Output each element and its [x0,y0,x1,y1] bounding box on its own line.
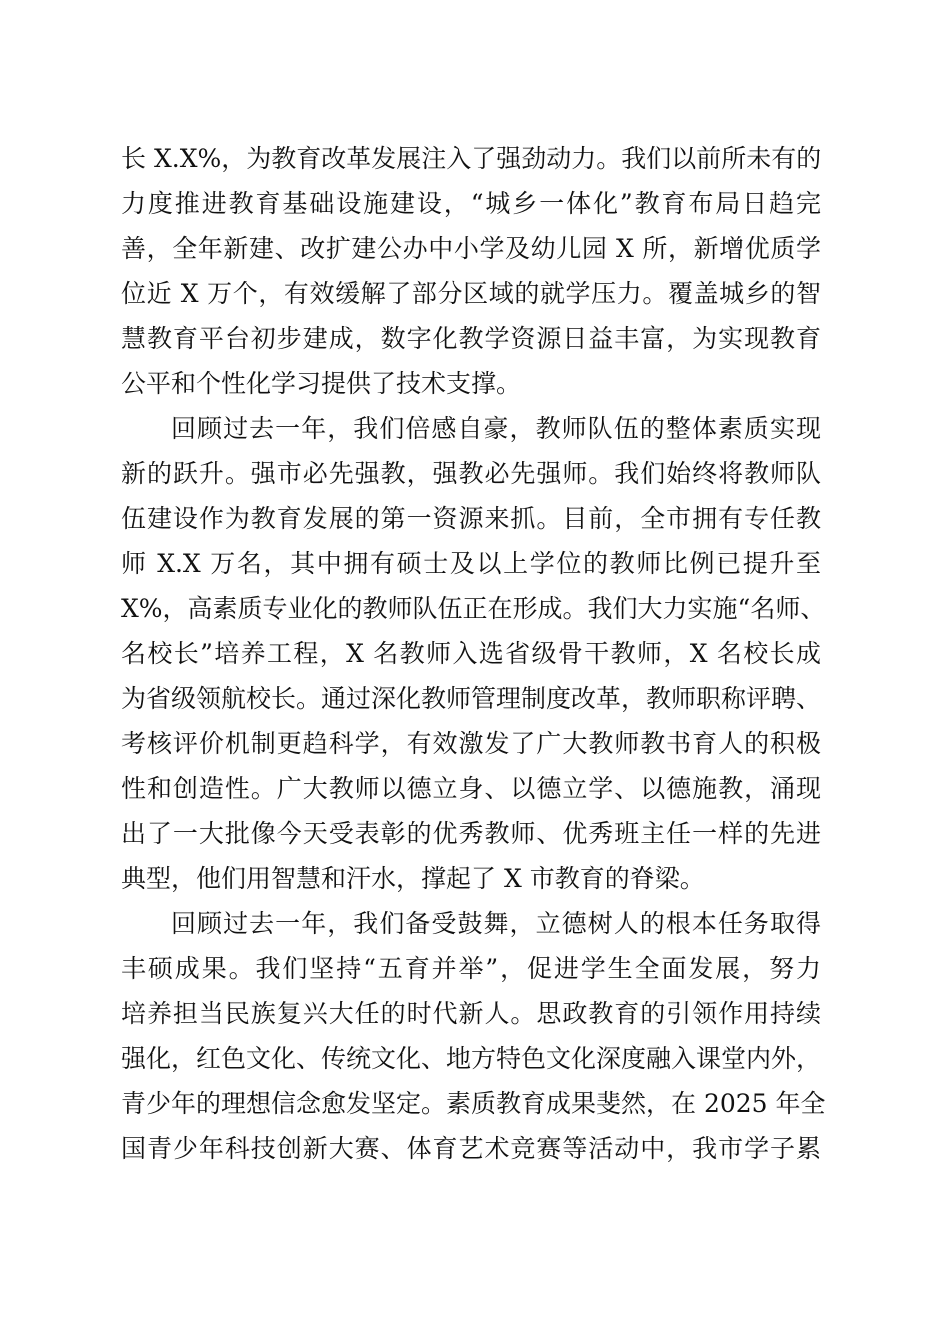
text-line: 力度推进教育基础设施建设，“城乡一体化”教育布局日趋完 [121,189,821,218]
text-line: 为省级领航校长。通过深化教师管理制度改革，教师职称评聘、 [121,684,822,713]
text-line: 伍建设作为教育发展的第一资源来抓。目前，全市拥有专任教 [121,504,821,533]
text-line: 名校长”培养工程，X 名教师入选省级骨干教师，X 名校长成 [121,639,821,668]
text-line: 新的跃升。强市必先强教，强教必先强师。我们始终将教师队 [121,459,821,488]
text-line: 强化，红色文化、传统文化、地方特色文化深度融入课堂内外， [121,1044,822,1073]
text-line: 培养担当民族复兴大任的时代新人。思政教育的引领作用持续 [121,999,821,1028]
text-line: 典型，他们用智慧和汗水，撑起了 X 市教育的脊梁。 [121,864,705,893]
text-line: 公平和个性化学习提供了技术支撑。 [121,369,522,398]
text-line: X%，高素质专业化的教师队伍正在形成。我们大力实施“名师、 [121,594,826,623]
text-line: 丰硕成果。我们坚持“五育并举”，促进学生全面发展，努力 [121,954,821,983]
text-line: 出了一大批像今天受表彰的优秀教师、优秀班主任一样的先进 [121,819,821,848]
text-line: 慧教育平台初步建成，数字化教学资源日益丰富，为实现教育 [121,324,821,353]
text-line: 性和创造性。广大教师以德立身、以德立学、以德施教，涌现 [121,774,821,803]
paragraph-first-line: 回顾过去一年，我们备受鼓舞，立德树人的根本任务取得 [171,909,821,938]
text-line: 位近 X 万个，有效缓解了部分区域的就学压力。覆盖城乡的智 [121,279,821,308]
text-line: 师 X.X 万名，其中拥有硕士及以上学位的教师比例已提升至 [121,549,821,578]
document-body [121,136,826,1171]
text-line: 青少年的理想信念愈发坚定。素质教育成果斐然，在 2025 年全 [121,1089,826,1118]
text-line: 考核评价机制更趋科学，有效激发了广大教师教书育人的积极 [121,729,821,758]
text-line: 善，全年新建、改扩建公办中小学及幼儿园 X 所，新增优质学 [121,234,821,263]
text-line: 长 X.X%，为教育改革发展注入了强劲动力。我们以前所未有的 [121,144,822,173]
text-line: 国青少年科技创新大赛、体育艺术竞赛等活动中，我市学子累 [121,1134,821,1163]
paragraph-first-line: 回顾过去一年，我们倍感自豪，教师队伍的整体素质实现 [171,414,821,443]
